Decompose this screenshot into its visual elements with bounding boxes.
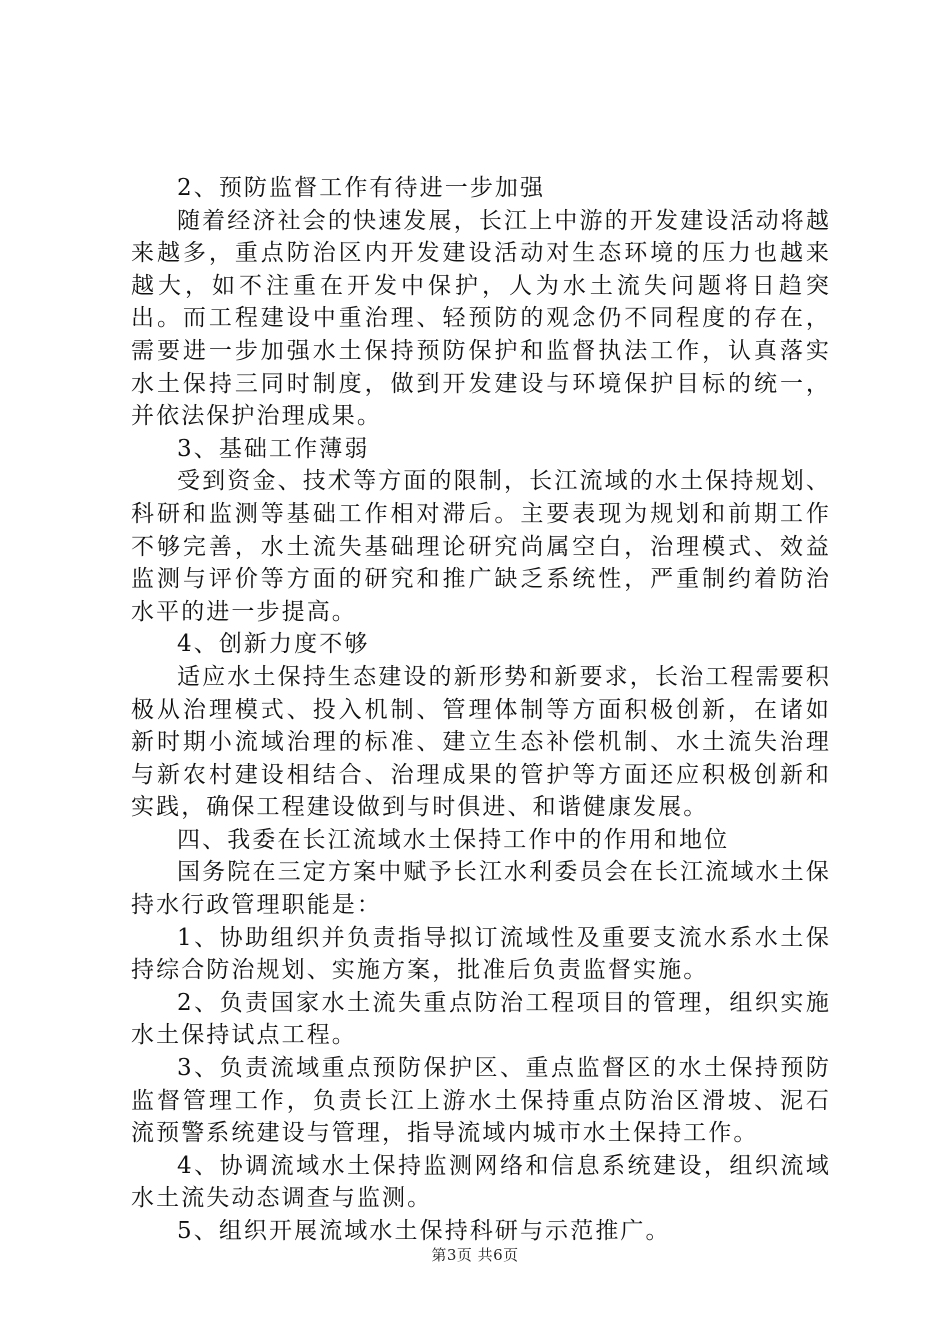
list-item-duty-3: 3、负责流域重点预防保护区、重点监督区的水土保持预防监督管理工作，负责长江上游水土保持重点防治区滑坡、泥石流预警系统建设与管理，指导流域内城市水土保持工作。	[131, 1055, 831, 1147]
document-body	[131, 172, 831, 1248]
page-footer: 第3页 共6页	[431, 1246, 519, 1264]
list-item-duty-5: 5、组织开展流域水土保持科研与示范推广。	[177, 1218, 671, 1244]
section-heading-prevention: 2、预防监督工作有待进一步加强	[177, 175, 546, 201]
list-item-duty-4: 4、协调流域水土保持监测网络和信息系统建设，组织流域水土流失动态调查与监测。	[131, 1152, 831, 1212]
paragraph-innovation: 适应水土保持生态建设的新形势和新要求，长治工程需要积极从治理模式、投入机制、管理体制等方面积极创新，在诸如新时期小流域治理的标准、建立生态补偿机制、水土流失治理与新农村建设相结合、治理成果的管护等方面还应积极创新和实践，确保工程建设做到与时俱进、和谐健康发展。	[131, 663, 831, 821]
section-heading-innovation: 4、创新力度不够	[177, 631, 370, 658]
paragraph-prevention: 随着经济社会的快速发展，长江上中游的开发建设活动将越来越多，重点防治区内开发建设活动对生态环境的压力也越来越大，如不注重在开发中保护，人为水土流失问题将日趋突出。而工程建设中重治理、轻预防的观念仍不同程度的存在，需要进一步加强水土保持预防保护和监督执法工作，认真落实水土保持三同时制度，做到开发建设与环境保护目标的统一，并依法保护治理成果。	[131, 207, 831, 430]
section-heading-foundation: 3、基础工作薄弱	[177, 435, 370, 462]
list-item-duty-2: 2、负责国家水土流失重点防治工程项目的管理，组织实施水土保持试点工程。	[131, 989, 831, 1049]
paragraph-foundation: 受到资金、技术等方面的限制，长江流域的水土保持规划、科研和监测等基础工作相对滞后。主要表现为规划和前期工作不够完善，水土流失基础理论研究尚属空白，治理模式、效益监测与评价等方面的研究和推广缺乏系统性，严重制约着防治水平的进一步提高。	[131, 468, 831, 625]
paragraph-role-intro: 国务院在三定方案中赋予长江水利委员会在长江流域水土保持水行政管理职能是：	[131, 859, 831, 919]
list-item-duty-1: 1、协助组织并负责指导拟订流域性及重要支流水系水土保持综合防治规划、实施方案，批准后负责监督实施。	[131, 924, 831, 984]
section-heading-role: 四、我委在长江流域水土保持工作中的作用和地位	[177, 826, 730, 853]
